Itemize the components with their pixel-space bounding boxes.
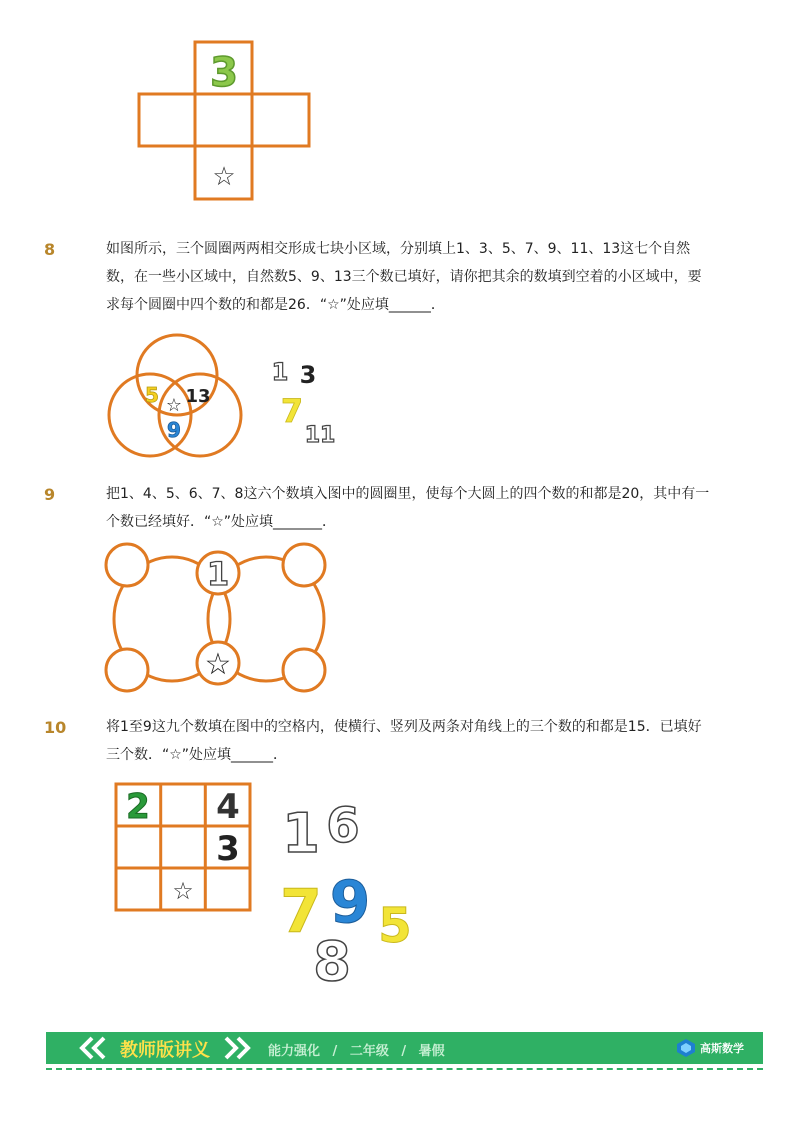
circles-star: ☆ [204,647,232,682]
q8-deco-digit-3: 3 [299,361,317,389]
breadcrumb-item-grade: 二年级 [349,1044,389,1059]
q10-deco-digit-9: 9 [329,868,371,936]
brand-name: 高斯数学 [700,1042,744,1055]
q10-deco-digit-7: 7 [280,877,322,947]
footer-breadcrumb [268,1040,445,1059]
q8-decorative-digits [268,350,348,450]
gauss-logo-icon [676,1038,696,1058]
question-8-text [106,235,746,319]
cross-figure [130,35,320,205]
grid-cell-r1c1: 2 [126,787,150,827]
footer-dashed-divider [46,1068,763,1070]
q9-line-1: 把1、4、5、6、7、8这六个数填入图中的圆圈里，使每个大圆上的四个数的和都是20，其中有一 [106,486,710,502]
brand-logo [676,1038,744,1058]
cross-star: ☆ [212,162,236,192]
venn-figure [100,325,260,465]
q8-deco-digit-7: 7 [280,392,304,430]
grid-cell-r3c2-star: ☆ [172,877,194,905]
question-10-text [106,713,746,769]
q10-decorative-digits [275,790,420,990]
venn-digit-right: 13 [185,386,211,407]
breadcrumb-separator: / [401,1044,407,1059]
q10-deco-digit-1: 1 [282,802,320,865]
circles-top-digit: 1 [206,555,230,593]
breadcrumb-item-ability: 能力强化 [268,1044,321,1059]
question-number-10: 10 [44,718,67,737]
q10-line-2: 三个数．“☆”处应填______． [106,747,288,763]
q10-deco-digit-6: 6 [326,798,360,854]
breadcrumb-separator: / [332,1044,338,1059]
chevrons-right-icon [222,1036,258,1060]
footer-bar [46,1032,763,1064]
q10-deco-digit-5: 5 [378,898,412,954]
question-number-9: 9 [44,485,56,504]
breadcrumb-item-term: 暑假 [418,1044,445,1059]
venn-digit-bottom: 9 [167,418,181,442]
cross-top-digit: 3 [210,50,238,96]
q10-deco-digit-8: 8 [313,930,351,990]
q8-line-3: 求每个圆圈中四个数的和都是26．“☆”处应填______． [106,297,445,313]
grid-cell-r1c3: 4 [216,787,240,827]
q8-deco-digit-11: 11 [304,423,336,448]
question-number-8: 8 [44,240,56,259]
footer-label: 教师版讲义 [120,1040,210,1061]
venn-digit-left: 5 [145,383,159,407]
q10-line-1: 将1至9这九个数填在图中的空格内，使横行、竖列及两条对角线上的三个数的和都是15．已填好 [106,719,702,735]
grid-cell-r2c3: 3 [216,829,240,869]
magic-square-grid [112,780,256,916]
q8-deco-digit-1: 1 [271,358,289,386]
q8-line-2: 数，在一些小区域中，自然数5、9、13三个数已填好，请你把其余的数填到空着的小区域中，要 [106,269,702,285]
chevrons-left-icon [78,1036,114,1060]
question-9-text [106,480,746,536]
venn-star: ☆ [165,395,183,416]
circles-figure [100,535,340,695]
q9-line-2: 个数已经填好．“☆”处应填_______． [106,514,337,530]
q8-line-1: 如图所示，三个圆圈两两相交形成七块小区域，分别填上1、3、5、7、9、11、13这七个自然 [106,241,691,257]
